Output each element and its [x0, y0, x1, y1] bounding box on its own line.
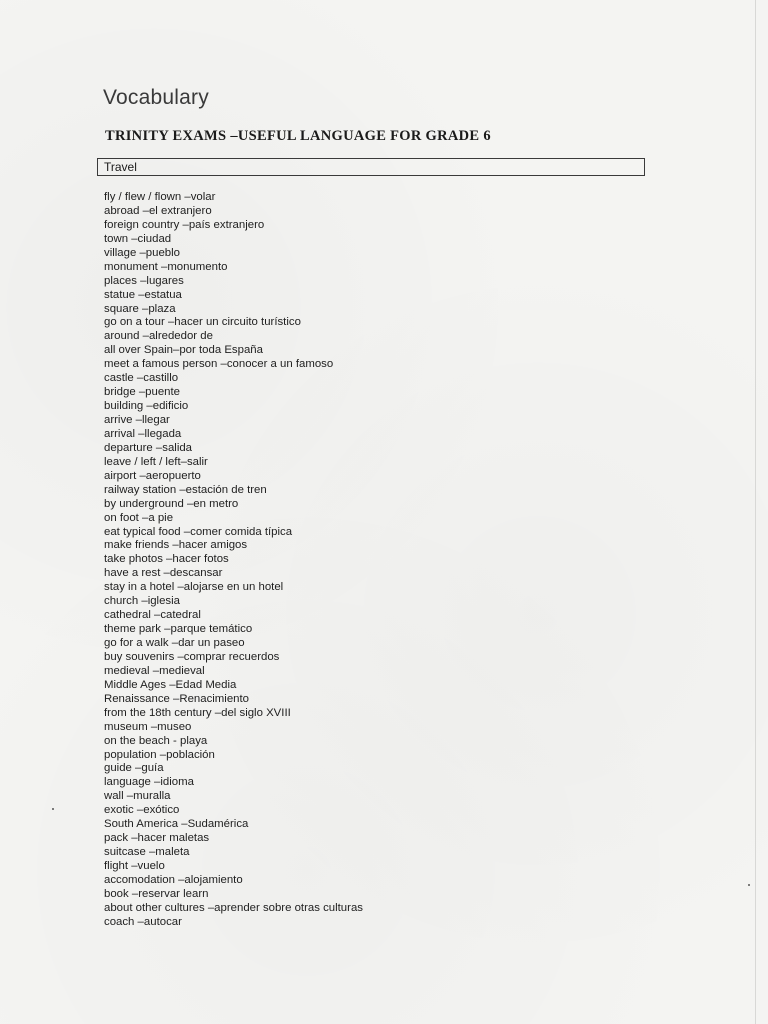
- vocabulary-entry: coach –autocar: [104, 915, 182, 928]
- scan-speck: [52, 808, 54, 810]
- vocabulary-entry: pack –hacer maletas: [104, 832, 210, 845]
- vocabulary-entry: guide –guía: [104, 762, 164, 775]
- vocabulary-entry: fly / flew / flown –volar: [104, 191, 216, 203]
- vocabulary-entry: meet a famous person –conocer a un famoso: [104, 358, 334, 371]
- vocabulary-entry: airport –aeropuerto: [104, 469, 201, 482]
- vocabulary-entry: Renaissance –Renacimiento: [104, 692, 249, 705]
- vocabulary-entry: flight –vuelo: [104, 860, 165, 872]
- page-heading: Vocabulary: [103, 86, 209, 109]
- vocabulary-entry: population –población: [104, 748, 215, 761]
- vocabulary-entry: have a rest –descansar: [104, 567, 223, 580]
- vocabulary-entry: all over Spain–por toda España: [104, 344, 263, 357]
- vocabulary-entry: monument –monumento: [104, 260, 228, 273]
- vocabulary-entry: around –alrededor de: [104, 330, 213, 343]
- vocabulary-entry: museum –museo: [104, 720, 192, 733]
- vocabulary-entry: arrival –llegada: [104, 427, 182, 440]
- vocabulary-entry: town –ciudad: [104, 232, 172, 245]
- page-edge: [755, 0, 756, 1024]
- vocabulary-entry: arrive –llegar: [104, 414, 170, 426]
- vocabulary-entry: exotic –exótico: [104, 804, 180, 817]
- vocabulary-entry: foreign country –país extranjero: [104, 218, 265, 231]
- vocabulary-entry: statue –estatua: [104, 288, 182, 301]
- vocabulary-entry: building –edificio: [104, 400, 189, 413]
- vocabulary-entry: by underground –en metro: [104, 497, 239, 510]
- vocabulary-entry: castle –castillo: [104, 372, 179, 385]
- vocabulary-entry: from the 18th century –del siglo XVIII: [104, 706, 291, 719]
- vocabulary-entry: railway station –estación de tren: [104, 483, 267, 496]
- page-subtitle: TRINITY EXAMS –USEFUL LANGUAGE FOR GRADE 6: [105, 128, 491, 144]
- vocabulary-entry: language –idioma: [104, 776, 194, 789]
- vocabulary-entry: accomodation –alojamiento: [104, 873, 243, 886]
- scan-speck: [748, 884, 750, 886]
- vocabulary-entry: village –pueblo: [104, 246, 180, 259]
- vocabulary-entry: make friends –hacer amigos: [104, 539, 248, 552]
- vocabulary-entry: buy souvenirs –comprar recuerdos: [104, 650, 280, 663]
- vocabulary-entry: bridge –puente: [104, 386, 181, 399]
- vocabulary-entry: abroad –el extranjero: [104, 204, 212, 217]
- vocabulary-entry: places –lugares: [104, 274, 184, 287]
- vocabulary-entry: book –reservar learn: [104, 887, 209, 900]
- vocabulary-entry: cathedral –catedral: [104, 609, 201, 622]
- vocabulary-entry: about other cultures –aprender sobre otras culturas: [104, 901, 363, 914]
- vocabulary-entry: take photos –hacer fotos: [104, 553, 229, 566]
- vocabulary-entry: square –plaza: [104, 302, 176, 315]
- vocabulary-entry: on the beach - playa: [104, 734, 208, 747]
- vocabulary-entry: wall –muralla: [104, 790, 171, 803]
- vocabulary-entry: suitcase –maleta: [104, 846, 190, 859]
- vocabulary-entry: theme park –parque temático: [104, 623, 253, 636]
- vocabulary-entry: medieval –medieval: [104, 664, 205, 677]
- vocabulary-list: [104, 191, 363, 930]
- vocabulary-entry: stay in a hotel –alojarse en un hotel: [104, 581, 284, 594]
- vocabulary-entry: Middle Ages –Edad Media: [104, 678, 237, 691]
- vocabulary-entry: departure –salida: [104, 441, 193, 454]
- vocabulary-entry: on foot –a pie: [104, 511, 174, 524]
- section-title: Travel: [104, 160, 137, 174]
- vocabulary-entry: go for a walk –dar un paseo: [104, 637, 245, 649]
- vocabulary-entry: leave / left / left–salir: [104, 455, 208, 468]
- vocabulary-entry: go on a tour –hacer un circuito turístico: [104, 316, 301, 329]
- vocabulary-entry: church –iglesia: [104, 595, 180, 608]
- section-header-box: [97, 158, 645, 176]
- vocabulary-entry: South America –Sudamérica: [104, 818, 249, 831]
- vocabulary-entry: eat typical food –comer comida típica: [104, 525, 293, 538]
